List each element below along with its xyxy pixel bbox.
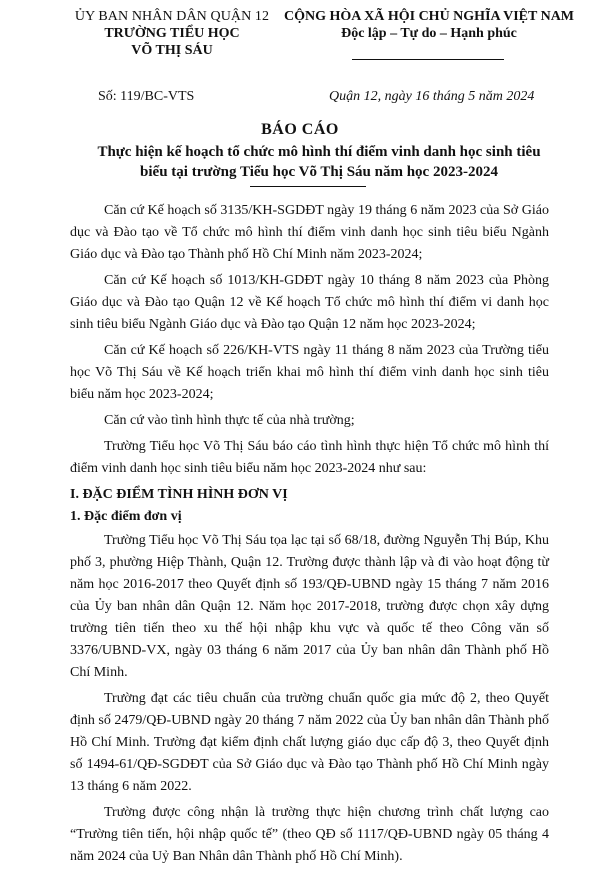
subtitle-underline (250, 186, 366, 187)
paragraph: Trường được công nhận là trường thực hiện chương trình chất lượng cao “Trường tiên tiến, hội nhập quốc tế” (theo QĐ số 1117/QĐ-UBND ngày 05 tháng 4 năm 2024 của Uỷ Ban Nhân dân Thành phố Hồ Chí Minh). (70, 805, 549, 864)
document-subtitle: Thực hiện kế hoạch tổ chức mô hình thí điểm vinh danh học sinh tiêu biểu tại trường Tiểu học Võ Thị Sáu năm học 2023-2024 (97, 144, 541, 180)
motto-underline (352, 59, 504, 60)
paragraph: Căn cứ vào tình hình thực tế của nhà trường; (104, 413, 355, 428)
subsection-heading: 1. Đặc điểm đơn vị (70, 509, 182, 524)
place-date: Quận 12, ngày 16 tháng 5 năm 2024 (329, 89, 535, 104)
paragraph: Căn cứ Kế hoạch số 3135/KH-SGDĐT ngày 19 tháng 6 năm 2023 của Sở Giáo dục và Đào tạo về Tổ chức mô hình thí điểm vinh danh học sinh tiêu biểu Ngành Giáo dục và Đào tạo Thành phố Hồ Chí Minh năm 2023-2024; (70, 203, 549, 262)
issuing-agency: ỦY BAN NHÂN DÂN QUẬN 12 (74, 9, 270, 24)
paragraph: Căn cứ Kế hoạch số 1013/KH-GDĐT ngày 10 tháng 8 năm 2023 của Phòng Giáo dục và Đào tạo Quận 12 về Kế hoạch Tổ chức mô hình thí điểm vi danh học sinh tiêu biểu Ngành Giáo dục và Đào tạo Quận 12 năm học 2023-2024; (70, 273, 549, 332)
document-title: BÁO CÁO (261, 121, 339, 138)
document-number: Số: 119/BC-VTS (98, 89, 195, 104)
nation-name: CỘNG HÒA XÃ HỘI CHỦ NGHĨA VIỆT NAM (284, 9, 575, 24)
school-name-line2: VÕ THỊ SÁU (131, 43, 213, 58)
paragraph: Trường đạt các tiêu chuẩn của trường chuẩn quốc gia mức độ 2, theo Quyết định số 2479/QĐ-UBND ngày 20 tháng 7 năm 2022 của Ủy ban nhân dân Thành phố Hồ Chí Minh. Trường đạt kiểm định chất lượng giáo dục cấp độ 3, theo Quyết định số 1494-61/QĐ-SGDĐT của Sở Giáo dục và Đào tạo Thành phố Hồ Chí Minh ngày 13 tháng 6 năm 2022. (70, 691, 549, 794)
section-heading: I. ĐẶC ĐIỂM TÌNH HÌNH ĐƠN VỊ (70, 487, 288, 502)
issuer-block (62, 8, 282, 59)
national-motto: Độc lập – Tự do – Hạnh phúc (341, 26, 517, 41)
school-name-line1: TRƯỜNG TIỂU HỌC (104, 26, 240, 41)
national-header (284, 8, 574, 42)
document-body (70, 200, 549, 872)
paragraph: Trường Tiểu học Võ Thị Sáu báo cáo tình hình thực hiện Tổ chức mô hình thí điểm vinh danh học sinh tiêu biểu năm học 2023-2024 như sau: (70, 439, 549, 476)
paragraph: Căn cứ Kế hoạch số 226/KH-VTS ngày 11 tháng 8 năm 2023 của Trường tiểu học Võ Thị Sáu về Kế hoạch triển khai mô hình thí điểm vinh danh học sinh tiêu biểu năm học 2023-2024; (70, 343, 549, 402)
paragraph: Trường Tiểu học Võ Thị Sáu tọa lạc tại số 68/18, đường Nguyễn Thị Búp, Khu phố 3, phường Hiệp Thành, Quận 12. Trường được thành lập và đi vào hoạt động từ năm học 2016-2017 theo Quyết định số 193/QĐ-UBND ngày 15 tháng 7 năm 2016 của Ủy ban nhân dân Quận 12. Năm học 2017-2018, trường được chọn xây dựng trường tiên tiến theo xu thế hội nhập khu vực và quốc tế theo Công văn số 3376/UBND-VX, ngày 03 tháng 6 năm 2017 của Ủy ban nhân dân Thành phố Hồ Chí Minh. (70, 533, 549, 680)
